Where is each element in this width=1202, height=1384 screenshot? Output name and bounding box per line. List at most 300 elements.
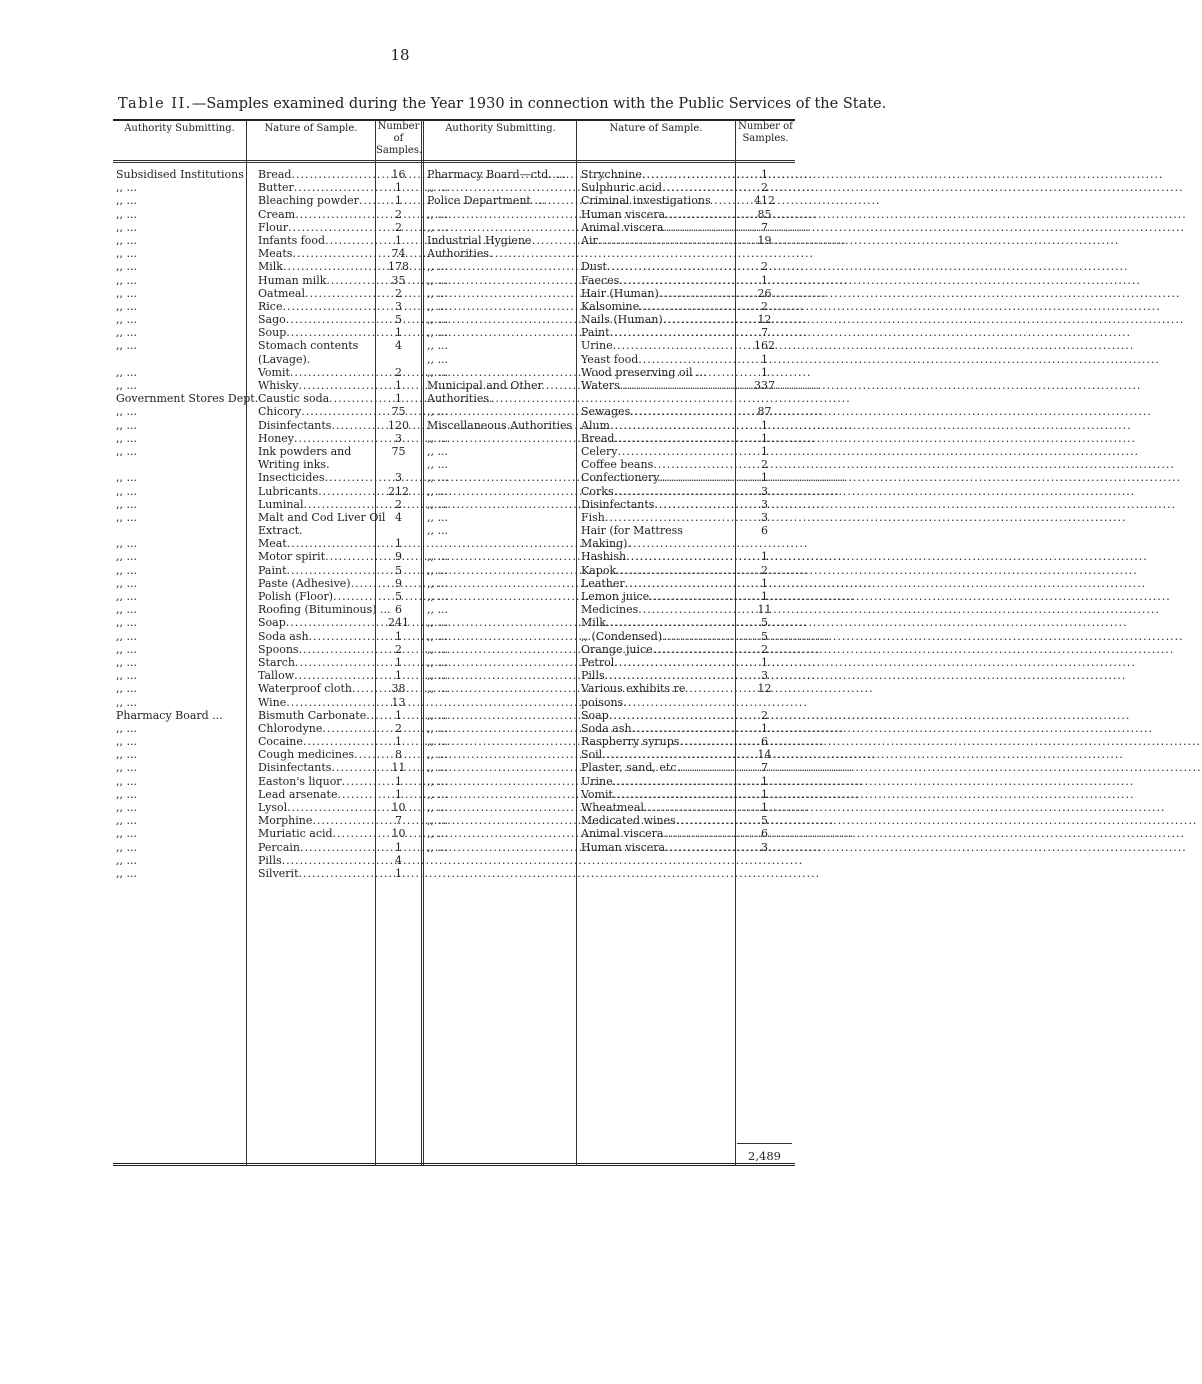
sample-nature-text: Roofing (Bituminous) ... [258, 603, 391, 617]
sample-count: 1 [761, 787, 768, 801]
sample-count: 2 [761, 458, 768, 472]
sample-nature-text: Disinfectants [258, 761, 332, 775]
authority-cell: Municipal and Other [427, 379, 543, 392]
sample-nature [581, 366, 732, 379]
sample-nature-text: Soup [258, 326, 287, 340]
total-samples: 2,489 [748, 1149, 781, 1163]
sample-count: 75 [391, 405, 406, 419]
authority-cell: Government Stores Dept. [116, 392, 259, 406]
sample-nature [258, 392, 371, 405]
leader-dots [605, 669, 1127, 682]
sample-count: 19 [757, 233, 772, 247]
sample-nature-text: Polish (Floor) [258, 590, 334, 603]
sample-nature [581, 827, 732, 840]
sample-count [376, 353, 421, 366]
sample-nature-text: Meat [258, 537, 287, 551]
authority-cell: ,, ... [116, 629, 137, 643]
sample-nature-text: Percain [258, 840, 300, 854]
sample-nature-text: Chlorodyne [258, 721, 323, 735]
authority-cell: ,, ... [427, 260, 448, 274]
leader-dots [614, 432, 1136, 445]
sample-nature [581, 181, 732, 194]
sample-nature [581, 643, 732, 656]
sample-count: 1 [395, 181, 402, 195]
sample-nature [258, 603, 391, 617]
sample-nature [581, 775, 732, 788]
sample-nature [258, 300, 371, 313]
sample-count: 1 [395, 787, 402, 801]
authority-cell: ,, ... [116, 787, 137, 801]
authority-cell: ,, ... [116, 563, 137, 577]
leader-dots [638, 603, 1160, 616]
sample-count: 1 [761, 444, 768, 458]
right-number-column [737, 168, 792, 854]
authority-cell: ,, ... [427, 669, 448, 683]
total-rule [737, 1143, 792, 1144]
sample-count: 2 [761, 642, 768, 656]
leader-dots [614, 656, 1136, 669]
sample-count: 3 [761, 497, 768, 511]
authority-cell: ,, ... [427, 774, 448, 788]
sample-nature [258, 682, 371, 695]
sample-count: 74 [391, 247, 406, 261]
sample-nature [258, 841, 371, 854]
authority-cell: ,, ... [116, 431, 137, 445]
authority-cell: ,, ... [116, 774, 137, 788]
sample-nature-text: Disinfectants [258, 418, 332, 432]
sample-count: 2 [395, 365, 402, 379]
authority-cell: ,, ... [427, 510, 448, 524]
sample-count: 337 [754, 379, 775, 392]
sample-nature-text: Soap [581, 708, 609, 722]
sample-nature [581, 300, 732, 313]
leader-dots [653, 458, 1175, 471]
sample-count: 1 [395, 392, 402, 406]
sample-count: 2 [761, 563, 768, 577]
sample-nature-text: Paste (Adhesive) [258, 576, 351, 590]
sample-nature [581, 616, 732, 629]
sample-nature-text: Luminal [258, 497, 304, 511]
leader-dots [616, 564, 1138, 577]
leader-dots [607, 260, 1129, 273]
sample-nature [258, 643, 371, 656]
authority-cell: ,, ... [427, 352, 448, 366]
sample-count: 1 [761, 576, 768, 590]
leader-dots [632, 722, 1154, 735]
sample-nature [581, 247, 732, 260]
sample-nature [258, 445, 371, 458]
authority-cell [116, 458, 244, 471]
sample-count: 178 [388, 260, 409, 274]
authority-cell: ,, ... [116, 801, 137, 814]
sample-nature [258, 353, 371, 366]
sample-nature [258, 656, 371, 669]
sample-nature-text: Sewages [581, 405, 631, 419]
leader-dots [602, 748, 1124, 761]
leader-dots [613, 339, 1135, 352]
sample-nature [258, 471, 371, 484]
sample-nature [581, 748, 732, 761]
sample-count: 1 [761, 801, 768, 814]
sample-nature [581, 814, 732, 827]
sample-count: 5 [395, 563, 402, 577]
sample-nature [581, 208, 732, 221]
sample-nature [258, 379, 371, 392]
sample-count: 3 [395, 471, 402, 485]
sample-nature-text: Milk [258, 260, 283, 274]
authority-cell: ,, ... [427, 748, 448, 762]
sample-nature-text: Motor spirit [258, 550, 326, 564]
sample-count: 2 [761, 299, 768, 313]
sample-nature-text: Air [581, 233, 598, 247]
sample-count: 6 [395, 603, 402, 617]
sample-count: 5 [761, 616, 768, 630]
header-nature-left: Nature of Sample. [264, 123, 358, 134]
sample-count: 1 [761, 590, 768, 603]
sample-count: 6 [761, 735, 768, 749]
sample-nature-text: Whisky [258, 379, 299, 392]
authority-cell: ,, ... [116, 550, 137, 564]
header-number-right: Number of Samples. [738, 121, 793, 144]
sample-nature [258, 616, 371, 629]
authority-cell: ,, ... [116, 313, 137, 327]
sample-count: 1 [395, 194, 402, 208]
sample-nature-text: Orange juice [581, 642, 653, 656]
sample-nature-text: Spoons [258, 642, 299, 656]
sample-nature [581, 274, 732, 287]
sample-nature-text: Tallow [258, 669, 295, 683]
sample-nature-text: Animal viscera [581, 220, 664, 234]
leader-dots [626, 550, 1148, 563]
sample-nature [258, 247, 371, 260]
sample-nature [258, 260, 371, 273]
sample-nature [258, 801, 371, 814]
sample-count: 2 [761, 260, 768, 274]
authority-cell: ,, ... [427, 471, 448, 485]
authority-cell: ,, ... [116, 655, 137, 669]
sample-count: 2 [395, 642, 402, 656]
sample-nature-text: Sulphuric acid [581, 181, 663, 195]
sample-nature [581, 537, 732, 550]
sample-nature [258, 775, 371, 788]
authority-cell: ,, ... [427, 801, 448, 814]
sample-nature-text: Butter [258, 181, 294, 195]
authority-cell: ,, ... [116, 721, 137, 735]
sample-count: 11 [757, 603, 772, 617]
authority-cell: ,, ... [116, 748, 137, 762]
sample-nature-text: Nails (Human) [581, 313, 663, 327]
sample-nature [581, 313, 732, 326]
authority-cell: ,, ... [116, 642, 137, 656]
leader-dots [610, 326, 1132, 339]
authority-cell: ,, ... [116, 603, 137, 617]
sample-nature [581, 392, 732, 405]
authority-cell: ,, ... [116, 379, 137, 392]
sample-nature [258, 524, 371, 537]
leader-dots [619, 274, 1141, 287]
sample-count: 1 [761, 721, 768, 735]
authority-cell: Police Department ... [427, 194, 545, 208]
authority-cell: ,, ... [427, 550, 448, 564]
authority-cell: ,, ... [116, 207, 137, 221]
sample-count: 1 [395, 537, 402, 551]
sample-nature-text: Petrol [581, 655, 615, 669]
sample-nature-text: Infants food [258, 233, 326, 247]
leader-dots [605, 511, 1127, 524]
authority-cell: ,, ... [116, 510, 137, 524]
sample-count: 85 [757, 207, 772, 221]
sample-nature [581, 550, 732, 563]
sample-count: 2 [395, 207, 402, 221]
header-authority-right: Authority Submitting. [445, 123, 556, 134]
sample-nature-text: Dust [581, 260, 607, 274]
sample-nature [581, 445, 732, 458]
sample-nature [581, 682, 732, 695]
sample-count: 1 [395, 866, 402, 880]
authority-cell: Authorities. [427, 392, 493, 406]
authority-cell: ,, ... [116, 418, 137, 432]
sample-nature-text: Various exhibits re [581, 682, 686, 696]
authority-cell: ,, ... [116, 471, 137, 485]
authority-cell: ,, ... [427, 339, 448, 353]
sample-count: 2 [761, 708, 768, 722]
sample-nature [581, 590, 732, 603]
sample-nature [581, 656, 732, 669]
sample-nature [258, 419, 371, 432]
sample-count: 1 [395, 629, 402, 643]
sample-nature [258, 827, 371, 840]
sample-nature [258, 234, 371, 247]
sample-count: 7 [761, 220, 768, 234]
sample-nature-text: Waterproof cloth [258, 682, 353, 696]
authority-cell: ,, ... [116, 537, 137, 551]
authority-cell: Pharmacy Board—ctd. ... [427, 168, 566, 181]
sample-nature [581, 564, 732, 577]
sample-nature [258, 510, 386, 524]
sample-nature-text: Milk [581, 616, 606, 630]
sample-nature-text: Wood preserving oil ... [581, 365, 707, 379]
authority-cell: ,, ... [427, 207, 448, 221]
sample-nature [581, 471, 732, 484]
sample-nature [581, 709, 732, 722]
sample-nature-text: Cocaine [258, 735, 303, 749]
authority-cell: Authorities. [427, 247, 493, 261]
sample-count: 2 [395, 721, 402, 735]
authority-cell: ,, ... [427, 603, 448, 617]
sample-count: 7 [761, 761, 768, 775]
sample-nature-text: Pills [258, 853, 282, 867]
sample-nature-text: Waters [581, 379, 620, 392]
leader-dots [610, 419, 1132, 432]
sample-nature [258, 194, 371, 207]
sample-nature [581, 287, 732, 300]
authority-cell: ,, ... [116, 853, 137, 867]
sample-count [737, 247, 792, 260]
sample-nature-text: Oatmeal [258, 286, 306, 300]
sample-nature [258, 722, 371, 735]
sample-nature [581, 419, 732, 432]
authority-cell: ,, ... [116, 339, 137, 353]
sample-nature [258, 590, 371, 603]
sample-nature [258, 274, 371, 287]
authority-cell: ,, ... [427, 444, 448, 458]
leader-dots [630, 405, 1152, 418]
sample-count: 1 [395, 233, 402, 247]
sample-nature-text: Plaster, sand, etc. [581, 761, 681, 775]
sample-nature [258, 814, 371, 827]
authority-cell: ,, ... [427, 220, 448, 234]
sample-nature-text: Extract. [258, 524, 303, 538]
leader-dots [642, 168, 1164, 181]
sample-nature-text: Malt and Cod Liver Oil [258, 510, 386, 524]
sample-nature-text: Paint [258, 563, 287, 577]
sample-nature-text: Confectionery [581, 471, 660, 485]
leader-dots [614, 485, 1136, 498]
sample-nature [258, 537, 371, 550]
sample-count: 1 [761, 365, 768, 379]
sample-count: 3 [395, 431, 402, 445]
sample-nature [258, 550, 371, 563]
sample-nature-text: Hair (for Mattress [581, 524, 683, 538]
sample-count: 1 [395, 774, 402, 788]
sample-count: 3 [761, 669, 768, 683]
sample-count: 9 [395, 550, 402, 564]
leader-dots [613, 775, 1135, 788]
sample-count: 1 [395, 840, 402, 854]
authority-cell: ,, ... [427, 827, 448, 841]
authority-cell: ,, ... [116, 233, 137, 247]
left-authority-column [116, 168, 259, 880]
sample-nature [581, 524, 732, 537]
sample-nature [581, 577, 732, 590]
sample-nature-text: Easton's liquor [258, 774, 342, 788]
authority-cell: ,, ... [116, 866, 137, 880]
sample-count: 7 [761, 326, 768, 340]
sample-count: 5 [395, 313, 402, 327]
sample-nature [258, 221, 371, 234]
sample-count: 1 [395, 326, 402, 340]
authority-cell: ,, ... [116, 682, 137, 696]
leader-dots [653, 643, 1175, 656]
sample-nature-text: Lead arsenate [258, 787, 338, 801]
authority-cell [427, 537, 574, 550]
sample-count: 10 [391, 827, 406, 841]
sample-nature-text: Leather [581, 576, 625, 590]
sample-nature-text: Vomit [258, 365, 290, 379]
sample-nature-text: Paint [581, 326, 610, 340]
sample-nature [581, 801, 732, 814]
sample-nature [581, 221, 732, 234]
sample-nature-text: Muriatic acid [258, 827, 333, 841]
sample-count: 14 [757, 748, 772, 762]
sample-count: 87 [757, 405, 772, 419]
authority-cell: ,, ... [427, 642, 448, 656]
sample-count: 2 [395, 286, 402, 300]
sample-count: 412 [754, 194, 775, 208]
sample-nature-text: Cream [258, 207, 296, 221]
authority-cell: ,, ... [427, 708, 448, 722]
table-title-lead: Table II. [118, 96, 192, 112]
sample-count: 120 [388, 418, 409, 432]
sample-nature-text: Writing inks. [258, 458, 330, 472]
sample-nature-text: Kalsomine [581, 299, 640, 313]
sample-nature [258, 696, 371, 709]
authority-cell: ,, ... [427, 590, 448, 603]
sample-nature [581, 194, 732, 207]
sample-count: 2 [395, 497, 402, 511]
sample-nature-text: Human viscera [581, 207, 666, 221]
sample-count: 1 [395, 379, 402, 392]
sample-nature [581, 788, 732, 801]
sample-nature [581, 405, 732, 418]
sample-count: 6 [761, 827, 768, 841]
sample-nature [581, 168, 732, 181]
sample-nature-text: Cough medicines [258, 748, 355, 762]
authority-cell: ,, ... [427, 576, 448, 590]
authority-cell: ,, ... [116, 669, 137, 683]
leader-dots [282, 854, 804, 867]
sample-nature-text: Insecticides [258, 471, 325, 485]
sample-count [376, 524, 421, 537]
sample-nature-text: (Lavage). [258, 352, 311, 366]
sample-count: 4 [395, 853, 402, 867]
sample-nature-text: Hashish [581, 550, 627, 564]
sample-count: 1 [761, 471, 768, 485]
left-number-column [376, 168, 421, 880]
header-rule [113, 160, 795, 163]
leader-dots [617, 445, 1139, 458]
sample-count: 4 [395, 339, 402, 353]
sample-nature [258, 498, 371, 511]
authority-cell: ,, ... [116, 286, 137, 300]
sample-nature-text: Lemon juice [581, 590, 650, 603]
sample-nature [258, 432, 371, 445]
authority-cell: ,, ... [427, 840, 448, 854]
authority-cell: ,, ... [116, 365, 137, 379]
sample-nature-text: Ink powders and [258, 444, 352, 458]
authority-cell: ,, ... [427, 458, 448, 472]
sample-count: 1 [761, 655, 768, 669]
sample-nature [581, 339, 732, 352]
sample-nature-text: Wheatmeal [581, 801, 644, 814]
authority-cell: ,, ... [116, 326, 137, 340]
sample-count: 3 [395, 299, 402, 313]
authority-cell: ,, ... [116, 484, 137, 498]
sample-nature-text: Pills [581, 669, 605, 683]
sample-nature [258, 748, 371, 761]
authority-cell: ,, ... [116, 814, 137, 828]
sample-nature-text: Silverit [258, 866, 299, 880]
sample-count: 4 [395, 510, 402, 524]
sample-nature-text: Bread [258, 168, 292, 181]
authority-cell: ,, ... [116, 590, 137, 603]
page-number: 18 [390, 46, 410, 64]
leader-dots [639, 300, 1161, 313]
sample-count: 13 [391, 695, 406, 709]
authority-cell: ,, ... [116, 299, 137, 313]
sample-count: 1 [761, 774, 768, 788]
left-nature-column [258, 168, 391, 880]
leader-dots [609, 709, 1131, 722]
sample-nature-text: Soda ash [258, 629, 309, 643]
sample-nature [258, 564, 371, 577]
header-number-left: Number of Samples. [376, 121, 423, 156]
sample-nature-text: Caustic soda [258, 392, 330, 406]
sample-nature [581, 722, 732, 735]
sample-nature-text: Wine [258, 695, 287, 709]
authority-cell: ,, ... [116, 827, 137, 841]
sample-nature-text: Bread [581, 431, 615, 445]
